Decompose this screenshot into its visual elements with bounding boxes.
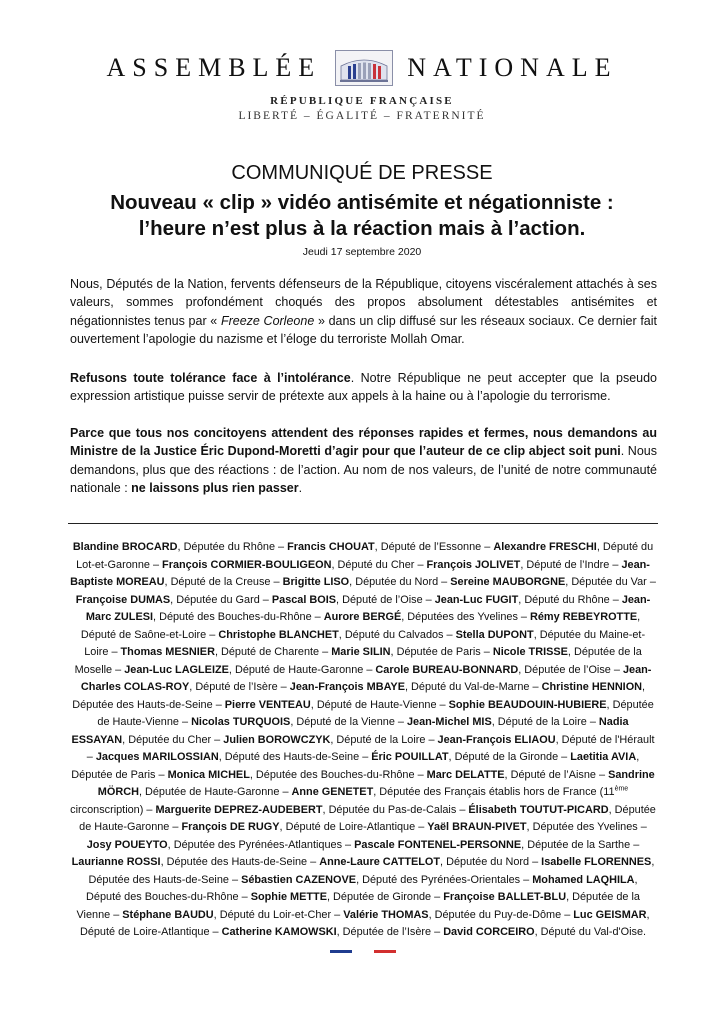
signatory-role: Députée du Rhône xyxy=(183,541,275,553)
signatory-name: Christine HENNION xyxy=(541,681,643,693)
signatory-role: Députée du Maine-et-Loire xyxy=(84,628,646,658)
signatory-role-superscript: ème xyxy=(614,785,629,793)
signatory-role: Député de la Vienne xyxy=(296,716,395,728)
signatory-role: Député des Hauts-de-Seine xyxy=(224,751,360,763)
signatory-name: Jean-Marc ZULESI xyxy=(85,593,651,623)
p1-text-b: » dans un clip diffusé sur les réseaux sociaux. Ce dernier fait ouvertement l’apologie du nazisme et l’éloge du terroriste Mollah Omar. xyxy=(70,313,657,347)
signatory-role: Députées des Yvelines xyxy=(407,611,518,623)
signatory-role: Député du Calvados xyxy=(344,628,444,641)
signatory-role: Député de Loire-Atlantique xyxy=(79,926,210,938)
p1-artist-name: Freeze Corleone xyxy=(220,313,315,328)
press-release-title xyxy=(0,190,724,242)
signatory-name: Françoise BALLET-BLU xyxy=(443,891,567,903)
signatory-role: Député de Haute-Vienne xyxy=(316,698,437,711)
signatory-role: Députée de la Sarthe xyxy=(527,838,631,851)
signatory-name: Catherine KAMOWSKI xyxy=(221,926,337,938)
signatory-role: Député de la Gironde xyxy=(454,751,559,763)
signatory-name: Pierre VENTEAU xyxy=(224,698,311,711)
signatory-name: David CORCEIRO xyxy=(443,926,535,938)
signatory-role: Députée des Bouches-du-Rhône xyxy=(255,768,415,781)
signatory-role: Député des Pyrénées-Orientales xyxy=(362,873,521,886)
signatory-role: Députée des Yvelines xyxy=(532,821,638,833)
signatory-name: Pascal BOIS xyxy=(271,593,337,606)
signatory-role: Députée de l’Oise xyxy=(524,663,611,676)
signatory-name: Blandine BROCARD xyxy=(72,541,178,553)
signatory-role: Député du Lot-et-Garonne xyxy=(76,541,654,571)
signatories-list: Blandine BROCARD, Députée du Rhône – Francis CHOUAT, Député de l’Essonne – Alexandre FRESCHI, Député du Lot-et-Garonne – François CORMIER-BOULIGEON, Député du Cher – François JOLIVET, Député de l’Indre – Jean-Baptiste MOREAU, Député de la Creuse – Brigitte LISO, Députée du Nord – Sereine MAUBORGNE, Députée du Var – Françoise DUMAS, Députée du Gard – Pascal BOIS, Député de l’Oise – Jean-Luc FUGIT, Député du Rhône – Jean-Marc ZULESI, Député des Bouches-du-Rhône – Aurore BERGÉ, Députées des Yvelines – Rémy REBEYROTTE, Député de Saône-et-Loire – Christophe BLANCHET, Député du Calvados – Stella DUPONT, Députée du Maine-et-Loire – Thomas MESNIER, Député de Charente – Marie SILIN, Députée de Paris – Nicole TRISSE, Députée de la Moselle – Jean-Luc LAGLEIZE, Député de Haute-Garonne – Carole BUREAU-BONNARD, Députée de l’Oise – Jean-Charles COLAS-ROY, Député de l’Isère – Jean-François MBAYE, Député du Val-de-Marne – Christine HENNION, Députée des Hauts-de-Seine – Pierre VENTEAU, Député de Haute-Vienne – Sophie BEAUDOUIN-HUBIERE, Députée de Haute-Vienne – Nicolas TURQUOIS, Député de la Vienne – Jean-Michel MIS, Député de la Loire – Nadia ESSAYAN, Députée du Cher – Julien BOROWCZYK, Député de la Loire – Jean-François ELIAOU, Député de l'Hérault – Jacques MARILOSSIAN, Député des Hauts-de-Seine – Éric POUILLAT, Député de la Gironde – Laetitia AVIA, Députée de Paris – Monica MICHEL, Députée des Bouches-du-Rhône – Marc DELATTE, Député de l’Aisne – Sandrine MÖRCH, Députée de Haute-Garonne – Anne GENETET, Députée des Français établis hors de France (11ème circonscription) – Marguerite DEPREZ-AUDEBERT, Députée du Pas-de-Calais – Élisabeth TOUTUT-PICARD, Députée de Haute-Garonne – François DE RUGY, Député de Loire-Atlantique – Yaël BRAUN-PIVET, Députée des Yvelines – Josy POUEYTO, Députée des Pyrénées-Atlantiques – Pascale FONTENEL-PERSONNE, Députée de la Sarthe – Laurianne ROSSI, Députée des Hauts-de-Seine – Anne-Laure CATTELOT, Députée du Nord – Isabelle FLORENNES, Députée des Hauts-de-Seine – Sébastien CAZENOVE, Député des Pyrénées-Orientales – Mohamed LAQHILA, Député des Bouches-du-Rhône – Sophie METTE, Députée de Gironde – Françoise BALLET-BLU, Députée de la Vienne – Stéphane BAUDU, Député du Loir-et-Cher – Valérie THOMAS, Députée du Puy-de-Dôme – Luc GEISMAR, Député de Loire-Atlantique – Catherine KAMOWSKI, Députée de l’Isère – David CORCEIRO, Député du Val-d'Oise. xyxy=(70,541,656,938)
signatory-role: Député de Charente xyxy=(221,646,320,658)
signatory-role: Député des Bouches-du-Rhône xyxy=(86,891,239,903)
signatory-name: François CORMIER-BOULIGEON xyxy=(162,558,332,571)
signatory-name: Stéphane BAUDU xyxy=(122,908,214,921)
p3-final-dot: . xyxy=(298,481,303,496)
signatory-name: Josy POUEYTO xyxy=(86,838,168,851)
signatory-name: Éric POUILLAT xyxy=(371,751,449,763)
p2-text: . Notre République ne peut accepter que la pseudo expression artistique puisse servir de prétexte aux appels à la haine ou à l’apologie du terrorisme. xyxy=(70,371,658,404)
signatory-role: Députée du Puy-de-Dôme xyxy=(434,908,562,921)
signatory-name: Jean-François MBAYE xyxy=(289,681,405,693)
signatory-name: Nadia ESSAYAN xyxy=(71,716,629,746)
signatory-name: Élisabeth TOUTUT-PICARD xyxy=(468,803,609,816)
signatory-name: Stella DUPONT xyxy=(455,628,534,641)
signatory-name: Sophie METTE xyxy=(250,891,327,903)
signatory-role: Députée de Haute-Garonne xyxy=(145,786,280,798)
signatory-role-continued: circonscription) xyxy=(70,803,144,816)
signatory-name: Jean-François ELIAOU xyxy=(437,733,556,746)
signatory-role: Députée de Haute-Garonne xyxy=(79,803,656,833)
footer-red-bar xyxy=(374,950,396,953)
signatory-role: Député du Val-de-Marne xyxy=(411,681,530,693)
signatory-role: Députée du Gard xyxy=(176,593,260,606)
signatory-name: Sandrine MÖRCH xyxy=(97,768,655,798)
paragraph-1 xyxy=(70,275,657,349)
signatory-name: Isabelle FLORENNES xyxy=(541,856,652,868)
signatory-role: Députée de Gironde xyxy=(333,891,432,903)
signatory-role: Députée de l’Isère xyxy=(342,926,432,938)
title-line-2: l’heure n’est plus à la réaction mais à l’action. xyxy=(138,217,586,240)
signatory-name: Anne-Laure CATTELOT xyxy=(319,856,441,868)
signatory-name: Marc DELATTE xyxy=(426,768,505,781)
signatory-role: Députée de Paris xyxy=(71,768,156,781)
masthead xyxy=(0,48,724,88)
assemblee-nationale-logo-icon xyxy=(335,50,393,86)
signatory-role: Député de Loire-Atlantique xyxy=(285,821,416,833)
signatory-name: Françoise DUMAS xyxy=(75,593,171,606)
signatory-role: Député du Val-d'Oise. xyxy=(540,926,647,938)
p2-bold-text: Refusons toute tolérance face à l’intolérance xyxy=(70,371,351,385)
paragraph-2 xyxy=(70,369,657,406)
signatory-role: Député du Loir-et-Cher xyxy=(219,908,332,921)
footer-blue-bar xyxy=(330,950,352,953)
signatory-name: Jean-Luc LAGLEIZE xyxy=(124,663,229,676)
signatory-name: François JOLIVET xyxy=(426,558,521,571)
signatory-role: Député de l’Aisne xyxy=(510,768,596,781)
p3-text: . Nous demandons, plus que des réactions : de l’action. Au nom de nos valeurs, de l’unité de notre communauté nationale : xyxy=(70,444,657,496)
signatory-name: Jean-Baptiste MOREAU xyxy=(70,558,650,588)
signatory-role: Députée de Paris xyxy=(396,646,481,658)
masthead-left-word: ASSEMBLÉE xyxy=(106,53,322,82)
signatory-name: Jean-Charles COLAS-ROY xyxy=(80,663,652,693)
signatory-name: Christophe BLANCHET xyxy=(218,628,339,641)
signatory-name: Carole BUREAU-BONNARD xyxy=(375,663,519,676)
signatory-name: Marie SILIN xyxy=(331,646,391,658)
signatory-name: Laurianne ROSSI xyxy=(71,856,161,868)
signatory-name: Monica MICHEL xyxy=(167,768,250,781)
signatory-name: Yaël BRAUN-PIVET xyxy=(427,821,527,833)
p3-bold-text: Parce que tous nos concitoyens attendent des réponses rapides et fermes, nous demandons au Ministre de la Justice Éric Dupond-Moretti d’agir pour que l’auteur de ce clip abject soit puni xyxy=(70,426,657,459)
signatory-role: Députée des Hauts-de-Seine xyxy=(72,698,213,711)
signatory-role: Député de l’Indre xyxy=(526,558,610,571)
signatory-name: Rémy REBEYROTTE xyxy=(530,611,638,623)
signatory-role: Députée du Var xyxy=(571,576,647,588)
signatory-role: Députée des Hauts-de-Seine xyxy=(88,873,229,886)
signatory-role: Députée du Pas-de-Calais xyxy=(328,803,457,816)
signatory-name: Brigitte LISO xyxy=(282,576,350,588)
masthead-right-word: NATIONALE xyxy=(407,53,618,82)
release-date: Jeudi 17 septembre 2020 xyxy=(302,246,422,258)
signatory-name: François DE RUGY xyxy=(181,821,280,833)
paragraph-3 xyxy=(70,424,657,498)
signatory-role: Députée de la Vienne xyxy=(76,891,640,921)
signatory-name: Alexandre FRESCHI xyxy=(493,541,597,553)
signatory-name: Nicole TRISSE xyxy=(492,646,568,658)
signatory-name: Sophie BEAUDOUIN-HUBIERE xyxy=(448,698,607,711)
signatory-name: Anne GENETET xyxy=(291,786,374,798)
signatory-name: Marguerite DEPREZ-AUDEBERT xyxy=(155,803,323,816)
signatory-role: Députée des Pyrénées-Atlantiques xyxy=(173,838,343,851)
signatory-name: Mohamed LAQHILA xyxy=(532,873,635,886)
signatory-role: Député de l’Isère xyxy=(195,681,278,693)
signatory-name: Luc GEISMAR xyxy=(573,908,647,921)
signatory-role: Députée du Nord xyxy=(446,856,530,868)
signatory-role: Députée du Cher xyxy=(128,733,212,746)
signatory-name: Nicolas TURQUOIS xyxy=(191,716,291,728)
signatory-name: Pascale FONTENEL-PERSONNE xyxy=(354,838,522,851)
signatory-name: Sereine MAUBORGNE xyxy=(450,576,566,588)
signatory-role: Député du Cher xyxy=(337,558,415,571)
signatory-name: Julien BOROWCZYK xyxy=(223,733,331,746)
signatory-role: Député de la Creuse xyxy=(170,576,271,588)
signatory-name: Jean-Michel MIS xyxy=(406,716,492,728)
signatory-role: Députée des Hauts-de-Seine xyxy=(166,856,308,868)
section-divider xyxy=(68,523,658,524)
signatory-role: Député de Saône-et-Loire xyxy=(80,628,207,641)
signatory-role: Député de l'Hérault xyxy=(561,733,655,746)
republic-motto: LIBERTÉ – ÉGALITÉ – FRATERNITÉ xyxy=(238,110,486,122)
signatory-role: Députée de Haute-Vienne xyxy=(97,698,654,728)
signatory-role: Député des Bouches-du-Rhône xyxy=(159,611,312,623)
signatory-role: Député de l’Oise xyxy=(342,593,423,606)
p3-closing-bold: ne laissons plus rien passer xyxy=(131,481,299,496)
signatory-role: Députée du Nord xyxy=(355,576,439,588)
title-line-1: Nouveau « clip » vidéo antisémite et négationniste : xyxy=(110,191,614,214)
signatory-role: Député du Rhône xyxy=(524,593,610,606)
signatory-name: Jacques MARILOSSIAN xyxy=(95,751,219,763)
signatory-name: Francis CHOUAT xyxy=(287,541,375,553)
signatory-name: Aurore BERGÉ xyxy=(323,611,402,623)
signatory-name: Valérie THOMAS xyxy=(343,908,429,921)
signatory-name: Jean-Luc FUGIT xyxy=(434,593,519,606)
press-release-kicker: COMMUNIQUÉ DE PRESSE xyxy=(231,162,493,184)
signatory-role: Députée des Français établis hors de France (11 xyxy=(379,786,615,798)
signatory-name: Laetitia AVIA xyxy=(570,751,637,763)
p1-text-a: Nous, Députés de la Nation, fervents défenseurs de la République, citoyens viscéralement attachés à ses valeurs, sommes profondément choqués des propos absolument détestables antisémites et négationnistes tenus par « xyxy=(70,277,657,328)
signatory-role: Députée de la Moselle xyxy=(74,646,642,676)
signatory-role: Député de la Loire xyxy=(336,733,426,746)
republic-label: RÉPUBLIQUE FRANÇAISE xyxy=(270,95,454,107)
signatory-name: Sébastien CAZENOVE xyxy=(241,873,357,886)
signatory-role: Député de l’Essonne xyxy=(380,541,482,553)
signatory-name: Thomas MESNIER xyxy=(120,646,215,658)
signatory-role: Député de la Loire xyxy=(497,716,587,728)
signatory-role: Député de Haute-Garonne xyxy=(234,663,364,676)
